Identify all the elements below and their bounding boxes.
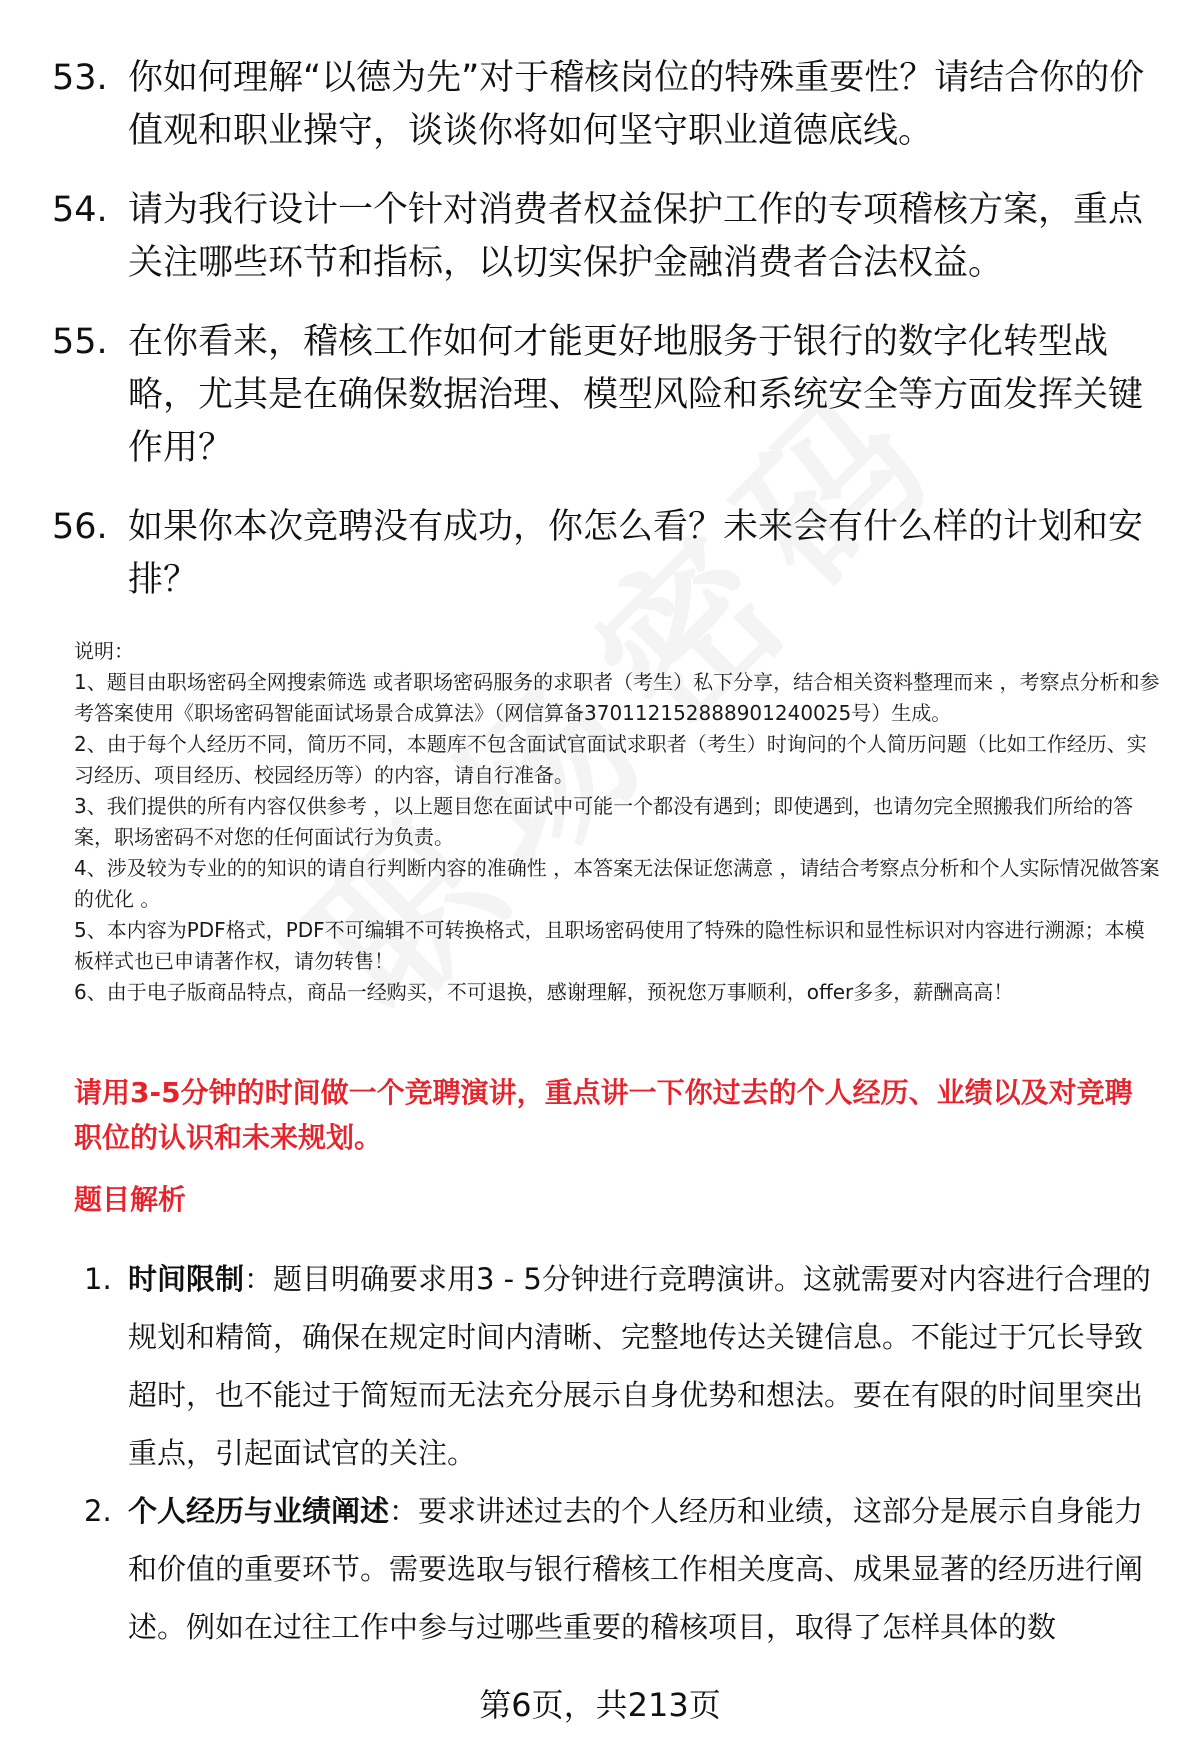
question-text: 如果你本次竞聘没有成功，你怎么看？未来会有什么样的计划和安排？ xyxy=(128,507,1144,600)
question-item xyxy=(52,316,1152,475)
analysis-item-label: 个人经历与业绩阐述 xyxy=(128,1494,390,1528)
question-text: 请为我行设计一个针对消费者权益保护工作的专项稽核方案，重点关注哪些环节和指标，以切实保护金融消费者合法权益。 xyxy=(128,190,1144,283)
analysis-item-text: ：要求讲述过去的个人经历和业绩，这部分是展示自身能力和价值的重要环节。需要选取与银行稽核工作相关度高、成果显著的经历进行阐述。例如在过往工作中参与过哪些重要的稽核项目，取得了怎样具体的数 xyxy=(128,1494,1144,1644)
question-item xyxy=(52,501,1152,607)
question-number: 53. xyxy=(52,58,108,98)
question-text: 在你看来，稽核工作如何才能更好地服务于银行的数字化转型战略，尤其是在确保数据治理、模型风险和系统安全等方面发挥关键作用？ xyxy=(128,322,1144,468)
note-item: 2、由于每个人经历不同，简历不同，本题库不包含面试官面试求职者（考生）时询问的个人简历问题（比如工作经历、实习经历、项目经历、校园经历等）的内容，请自行准备。 xyxy=(74,732,1147,787)
analysis-item-number: 2. xyxy=(84,1494,112,1528)
analysis-title: 题目解析 xyxy=(74,1183,187,1216)
analysis-item-number: 1. xyxy=(84,1262,112,1296)
analysis-item-label: 时间限制 xyxy=(128,1262,245,1296)
analysis-item-text: ：题目明确要求用3 - 5分钟进行竞聘演讲。这就需要对内容进行合理的规划和精简，确保在规定时间内清晰、完整地传达关键信息。不能过于冗长导致超时，也不能过于简短而无法充分展示自身优势和想法。要在有限的时间里突出重点，引起面试官的关注。 xyxy=(128,1262,1151,1470)
analysis-item-body xyxy=(128,1250,1154,1482)
note-item: 6、由于电子版商品特点，商品一经购买，不可退换，感谢理解，预祝您万事顺利，offer多多，薪酬高高！ xyxy=(74,980,1014,1004)
question-number: 56. xyxy=(52,507,108,547)
question-list xyxy=(52,52,1152,633)
analysis-item xyxy=(84,1482,1154,1656)
notes-heading: 说明： xyxy=(74,639,134,663)
question-number: 54. xyxy=(52,190,108,230)
analysis-item xyxy=(84,1250,1154,1482)
note-item: 3、我们提供的所有内容仅供参考 ，以上题目您在面试中可能一个都没有遇到；即使遇到，也请勿完全照搬我们所给的答案，职场密码不对您的任何面试行为负责。 xyxy=(74,794,1134,849)
note-item: 5、本内容为PDF格式，PDF不可编辑不可转换格式，且职场密码使用了特殊的隐性标识和显性标识对内容进行溯源；本模板样式也已申请著作权，请勿转售！ xyxy=(74,918,1145,973)
question-item xyxy=(52,52,1152,158)
note-item: 4、涉及较为专业的的知识的请自行判断内容的准确性 ，本答案无法保证您满意 ，请结合考察点分析和个人实际情况做答案的优化 。 xyxy=(74,856,1160,911)
highlight-question: 请用3-5分钟的时间做一个竞聘演讲，重点讲一下你过去的个人经历、业绩以及对竞聘职位的认识和未来规划。 xyxy=(74,1076,1133,1154)
question-number: 55. xyxy=(52,322,108,362)
question-item xyxy=(52,184,1152,290)
note-item: 1、题目由职场密码全网搜索筛选 或者职场密码服务的求职者（考生）私下分享，结合相关资料整理而来 ，考察点分析和参考答案使用《职场密码智能面试场景合成算法》（网信算备370112152888901240025号）生成。 xyxy=(74,670,1160,725)
analysis-item-body xyxy=(128,1482,1154,1656)
notes-section xyxy=(74,636,1160,1008)
analysis-list xyxy=(84,1250,1154,1656)
page-footer: 第6页，共213页 xyxy=(479,1686,721,1724)
question-text: 你如何理解“以德为先”对于稽核岗位的特殊重要性？请结合你的价值观和职业操守，谈谈你将如何坚守职业道德底线。 xyxy=(128,58,1145,151)
